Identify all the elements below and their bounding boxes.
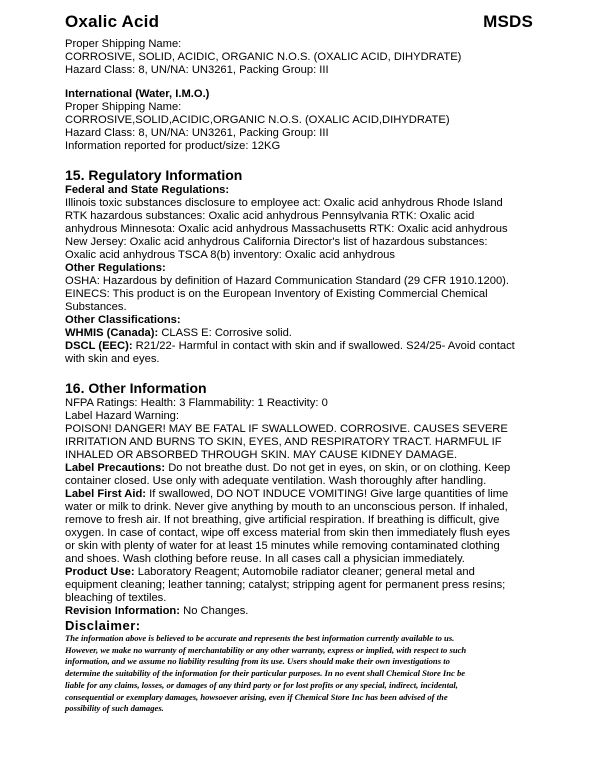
section-15 xyxy=(65,167,555,366)
text-line: Substances. xyxy=(65,301,127,313)
revision-line xyxy=(65,605,555,618)
revision-label: Revision Information: xyxy=(65,605,180,617)
dscl-line xyxy=(65,340,555,353)
disclaimer-line: information, and we assume no liability resulting from its use. Users should make their own investigations to xyxy=(65,656,450,667)
text-line: Hazard Class: 8, UN/NA: UN3261, Packing Group: III xyxy=(65,64,329,76)
disclaimer-line: liable for any claims, losses, or damages of any third party or for lost profits or any special, indirect, incidental, xyxy=(65,679,458,690)
product-name: Oxalic Acid xyxy=(65,12,160,31)
first-aid-text: If swallowed, DO NOT INDUCE VOMITING! Give large quantities of lime xyxy=(146,488,509,500)
revision-text: No Changes. xyxy=(180,605,249,617)
section-title: 15. Regulatory Information xyxy=(65,167,243,183)
product-use-label: Product Use: xyxy=(65,566,135,578)
dscl-label: DSCL (EEC): xyxy=(65,340,133,352)
disclaimer-line: possibility of such damages. xyxy=(65,703,164,714)
text-line: with skin and eyes. xyxy=(65,353,160,365)
precautions-line xyxy=(65,462,555,475)
precautions-text: Do not breathe dust. Do not get in eyes, on skin, or on clothing. Keep xyxy=(165,462,511,474)
subheading: International (Water, I.M.O.) xyxy=(65,88,210,100)
first-aid-line xyxy=(65,488,555,501)
text-line: and shoes. Wash clothing before reuse. In all cases call a physician immediately. xyxy=(65,553,465,565)
text-line: remove to fresh air. If not breathing, give artificial respiration. If breathing is difficult, give xyxy=(65,514,500,526)
product-use-text: Laboratory Reagent; Automobile radiator cleaner; general metal and xyxy=(134,566,475,578)
text-line: Proper Shipping Name: xyxy=(65,101,182,113)
subheading: Federal and State Regulations: xyxy=(65,184,230,196)
text-line: New Jersey: Oxalic acid anhydrous California Director's list of hazardous substances: xyxy=(65,236,488,248)
disclaimer-line: The information above is believed to be accurate and represents the best information currently available to us. xyxy=(65,633,455,643)
text-line: oxygen. In case of contact, wipe off excess material from skin then immediately flush eyes xyxy=(65,527,511,539)
document-body xyxy=(65,38,555,715)
text-line: equipment cleaning; leather tanning; catalyst; stripping agent for permanent press resins; xyxy=(65,579,506,591)
whmis-text: CLASS E: Corrosive solid. xyxy=(158,327,292,339)
text-line: Oxalic acid anhydrous TSCA 8(b) inventory: Oxalic acid anhydrous xyxy=(65,249,395,261)
text-line: container closed. Use only with adequate ventilation. Wash thoroughly after handling. xyxy=(65,475,487,487)
disclaimer-line: consequential or exemplary damages, howsoever arising, even if Chemical Store Inc has been advised of the xyxy=(65,691,448,702)
warning-line: INHALED OR ABSORBED THROUGH SKIN. MAY CAUSE KIDNEY DAMAGE. xyxy=(65,449,458,461)
text-line: EINECS: This product is on the European Inventory of Existing Commercial Chemical xyxy=(65,288,488,300)
international-transport-block xyxy=(65,88,555,153)
disclaimer-block xyxy=(65,618,555,715)
dscl-text: R21/22- Harmful in contact with skin and if swallowed. S24/25- Avoid contact xyxy=(132,340,515,352)
subheading: Other Regulations: xyxy=(65,262,166,274)
warning-line: IRRITATION AND BURNS TO SKIN, EYES, AND RESPIRATORY TRACT. HARMFUL IF xyxy=(65,436,502,448)
page-header xyxy=(65,12,533,36)
text-line: OSHA: Hazardous by definition of Hazard Communication Standard (29 CFR 1910.1200). xyxy=(65,275,509,287)
disclaimer-title: Disclaimer: xyxy=(65,618,141,633)
text-line: Proper Shipping Name: xyxy=(65,38,182,50)
text-line: Information reported for product/size: 12KG xyxy=(65,140,281,152)
text-line: Hazard Class: 8, UN/NA: UN3261, Packing Group: III xyxy=(65,127,329,139)
precautions-label: Label Precautions: xyxy=(65,462,166,474)
whmis-label: WHMIS (Canada): xyxy=(65,327,159,339)
subheading: Other Classifications: xyxy=(65,314,181,326)
text-line: anhydrous Minnesota: Oxalic acid anhydrous Massachusetts RTK: Oxalic acid anhydrous xyxy=(65,223,508,235)
label-warning-heading: Label Hazard Warning: xyxy=(65,410,180,422)
document-type: MSDS xyxy=(483,12,533,31)
text-line: Illinois toxic substances disclosure to employee act: Oxalic acid anhydrous Rhode Island xyxy=(65,197,503,209)
text-line: bleaching of textiles. xyxy=(65,592,167,604)
disclaimer-line: However, we make no warranty of merchantability or any other warranty, express or implied, with respect to such xyxy=(65,644,467,655)
whmis-line xyxy=(65,327,555,340)
section-title: 16. Other Information xyxy=(65,380,207,396)
nfpa-ratings: NFPA Ratings: Health: 3 Flammability: 1 Reactivity: 0 xyxy=(65,397,328,409)
domestic-transport-block xyxy=(65,38,555,77)
product-use-line xyxy=(65,566,555,579)
text-line: or skin with plenty of water for at least 15 minutes while removing contaminated clothing xyxy=(65,540,500,552)
text-line: CORROSIVE, SOLID, ACIDIC, ORGANIC N.O.S. (OXALIC ACID, DIHYDRATE) xyxy=(65,51,462,63)
section-16 xyxy=(65,380,555,618)
text-line: RTK hazardous substances: Oxalic acid anhydrous Pennsylvania RTK: Oxalic acid xyxy=(65,210,475,222)
text-line: CORROSIVE,SOLID,ACIDIC,ORGANIC N.O.S. (OXALIC ACID,DIHYDRATE) xyxy=(65,114,450,126)
first-aid-label: Label First Aid: xyxy=(65,488,147,500)
disclaimer-line: determine the suitability of the information for their particular purposes. In no event shall Chemical Store Inc be xyxy=(65,668,466,679)
text-line: water or milk to drink. Never give anything by mouth to an unconscious person. If inhaled, xyxy=(65,501,508,513)
warning-line: POISON! DANGER! MAY BE FATAL IF SWALLOWED. CORROSIVE. CAUSES SEVERE xyxy=(65,423,508,435)
